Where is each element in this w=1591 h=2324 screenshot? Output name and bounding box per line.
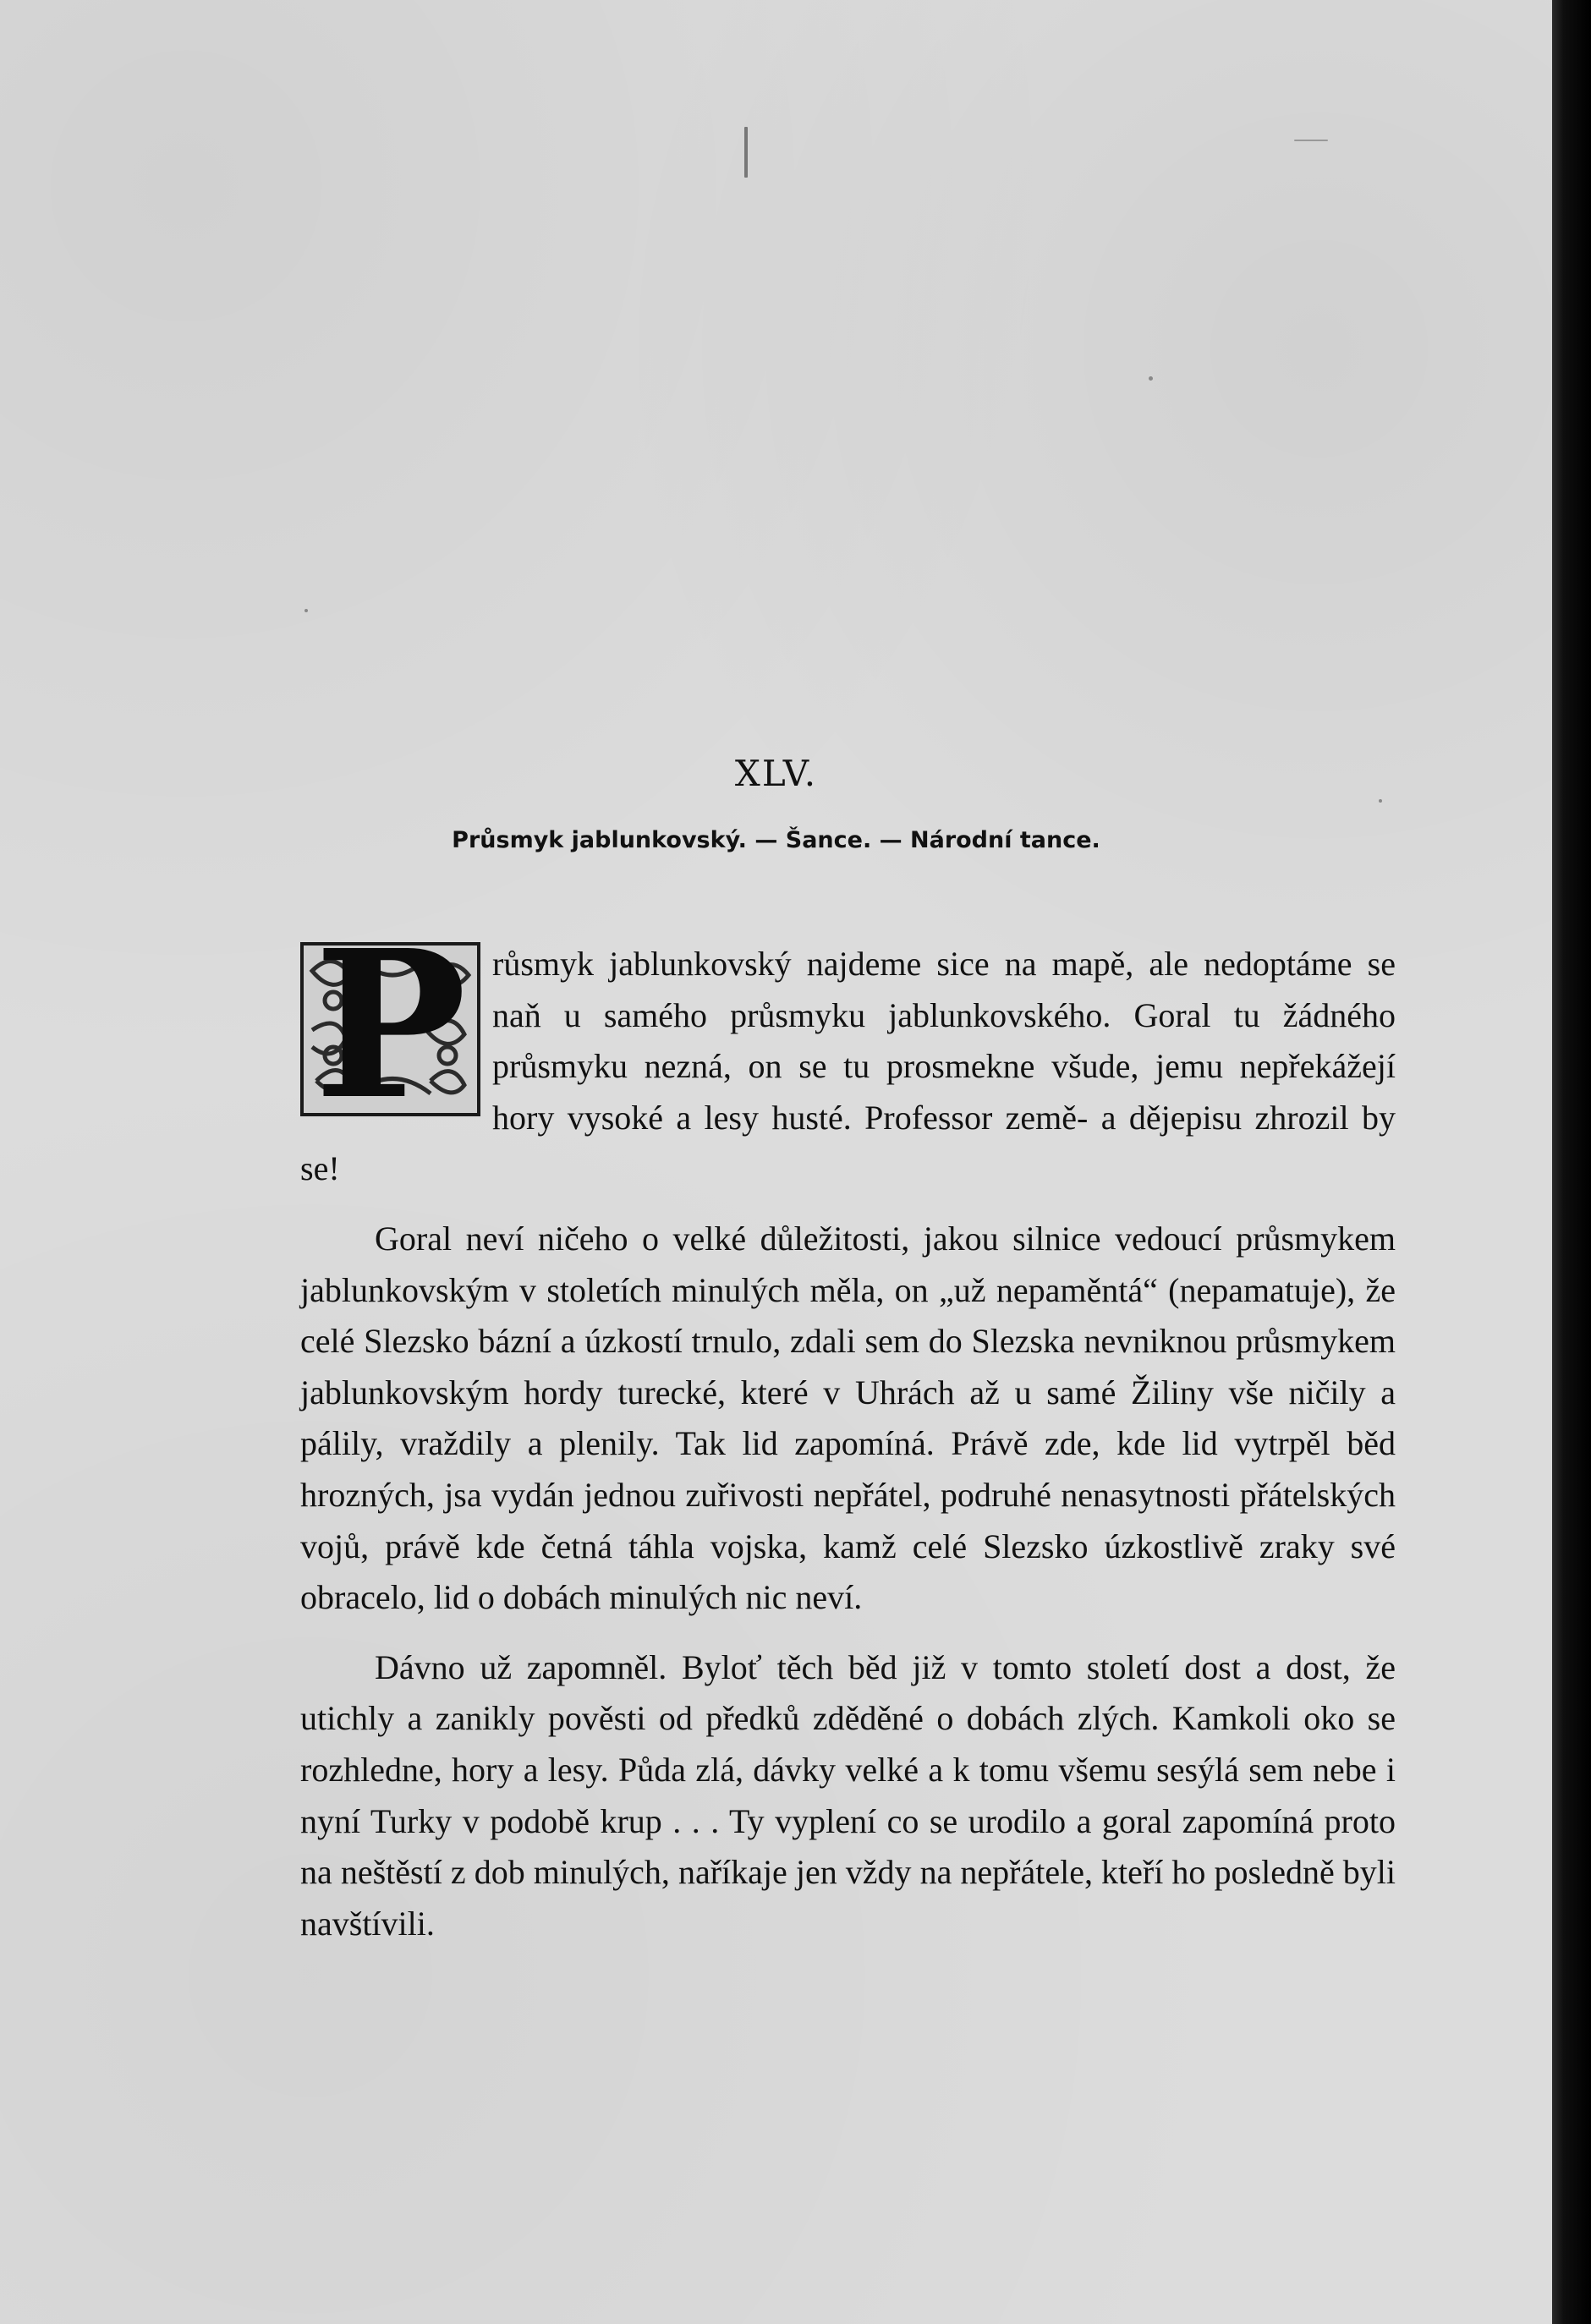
paper-speck xyxy=(1379,799,1382,803)
paragraph-first xyxy=(300,906,1396,1195)
dropcap-letter: P xyxy=(314,906,467,1144)
body-text xyxy=(300,906,1396,1949)
book-binding-edge xyxy=(1552,0,1591,2324)
paper-speck xyxy=(744,127,748,178)
paragraph-text: růsmyk jablunkovský najdeme sice na mapě, ale nedoptáme se naň u samého průsmyku jablunkovského. Goral tu žádného průsmyku nezná, on se tu prosmekne všude, jemu nepřekážejí hory vysoké a lesy husté. Professor země- a dějepisu zhrozil by se! xyxy=(300,945,1396,1188)
dropcap-ornament xyxy=(300,906,480,1144)
chapter-title: Průsmyk jablunkovský. — Šance. — Národní tance. xyxy=(452,827,1100,853)
paragraph: Dávno už zapomněl. Byloť těch běd již v tomto století dost a dost, že utichly a zanikly pověsti od předků zděděné o dobách zlých. Kamkoli oko se rozhledne, hory a lesy. Půda zlá, dávky velké a k tomu všemu sesýlá sem nebe i nyní Turky v podobě krup . . . Ty vyplení co se urodilo a goral zapomíná proto na neštěstí z dob minulých, naříkaje jen vždy na nepřátele, kteří ho posledně byli navštívili. xyxy=(300,1647,1396,1943)
paper-speck xyxy=(304,609,308,612)
paragraph: Goral neví ničeho o velké důležitosti, jakou silnice vedoucí průsmykem jablunkovským v stoletích minulých měla, on „už nepaměntá“ (nepamatuje), že celé Slezsko bázní a úzkostí trnulo, zdali sem do Slezska nevniknou průsmykem jablunkovským hordy turecké, které v Uhrách až u samé Žiliny vše ničily a pálily, vraždily a plenily. Tak lid zapomíná. Právě zde, kde lid vytrpěl běd hrozných, jsa vydán jednou zuřivosti nepřátel, podruhé nenasytnosti přátelských vojů, právě kde četná táhla vojska, kamž celé Slezsko úzkostlivě zraky své obracelo, lid o dobách minulých nic neví. xyxy=(300,1219,1396,1617)
chapter-number: XLV. xyxy=(734,753,818,794)
paper-speck xyxy=(1149,376,1153,381)
paper-speck xyxy=(1294,140,1328,141)
